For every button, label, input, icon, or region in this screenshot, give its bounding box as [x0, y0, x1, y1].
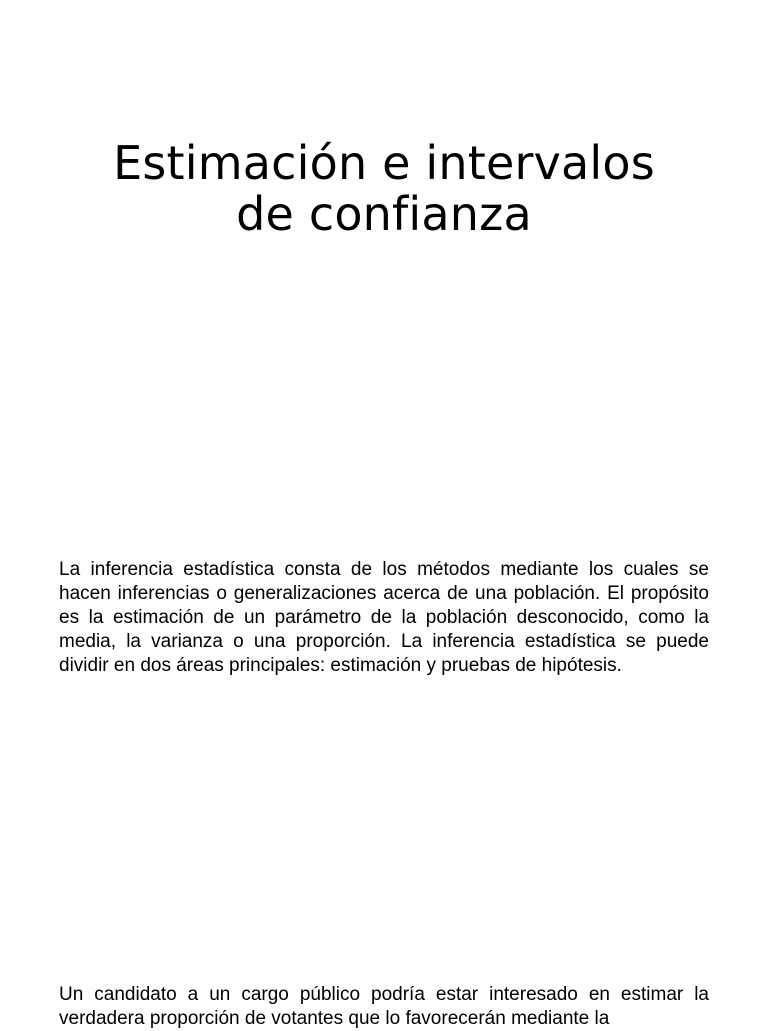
paragraph-inferencia: La inferencia estadística consta de los métodos mediante los cuales se hacen inferencias o generalizaciones acerca de una población. El propósito es la estimación de un parámetro de la población desconocido, como la media, la varianza o una proporción. La inferencia estadística se puede dividir en dos áreas principales: estimación y pruebas de hipótesis. [59, 559, 709, 676]
document-title [0, 138, 768, 240]
title-line-2: de confianza [236, 187, 532, 241]
paragraph-candidato: Un candidato a un cargo público podría estar interesado en estimar la verdadera proporción de votantes que lo favorecerán mediante la [59, 984, 709, 1029]
title-line-1: Estimación e intervalos [113, 136, 655, 190]
